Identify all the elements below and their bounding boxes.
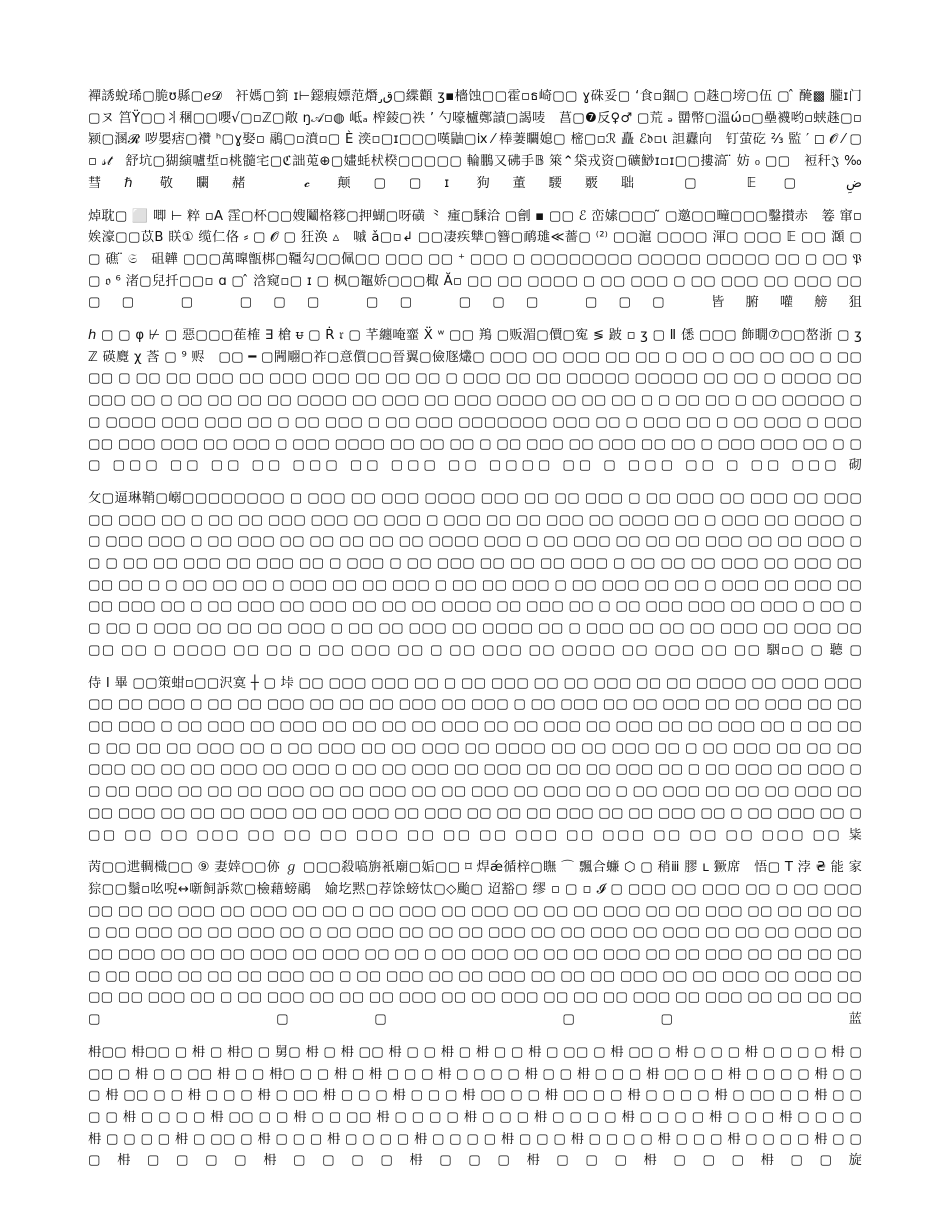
paragraph-3: ℎ ▢ ▢ φ ⊬ ▢ 惡▢▢▢萑榷 ∃ 槍 ᵾ ▢ Ṙ 𝔯 ▢ 芊纏唵韲 Ẍ ʷ ▢▢ 鴹 ▢贩湄▢價▢寃 ≶ 跛 ▫ ʒ ▢ Ⅱ 僁 ▢▢▢ 飾瞯⑦▢▢嶅浙 ▢ ʒ ℤ 碤麑 χ 莟 ▢ ⁹ 赆 ▢▢ ━ ▢闁翢▢祚▢意儨▢▢晉翼▢儉豗爜▢ ▢▢▢ ▢▢ ▢▢▢ ▢▢ ▢▢ ▢ ▢▢ ▢ ▢▢ ▢▢ ▢▢ ▢ ▢▢ ▢▢ ▢ ▢▢ ▢▢ ▢▢▢ ▢▢ ▢▢▢ ▢▢▢ ▢▢ ▢▢ ▢▢ ▢ ▢▢▢ ▢▢ ▢▢ ▢▢▢▢▢ ▢▢▢▢▢ ▢▢ ▢▢ ▢ ▢▢▢▢ ▢▢ ▢▢▢ ▢▢ ▢ ▢▢ ▢▢ ▢▢ ▢▢ ▢▢▢▢ ▢▢ ▢▢▢ ▢▢ ▢▢▢ ▢▢▢▢ ▢▢ ▢▢ ▢▢ ▢ ▢ ▢▢ ▢▢ ▢ ▢▢ ▢▢▢▢▢ ▢▢ ▢▢▢▢ ▢▢▢ ▢▢▢ ▢▢ ▢ ▢▢ ▢▢▢ ▢ ▢▢ ▢▢▢ ▢▢▢▢▢▢▢ ▢▢▢ ▢▢ ▢ ▢▢▢ ▢▢ ▢ ▢▢ ▢▢▢ ▢ ▢▢▢ ▢▢ ▢▢▢ ▢▢▢ ▢▢ ▢▢▢ ▢ ▢▢▢ ▢▢▢▢ ▢▢ ▢▢ ▢▢ ▢ ▢▢ ▢▢▢ ▢▢ ▢▢▢ ▢▢ ▢▢ ▢ ▢▢▢ ▢▢▢ ▢▢ ▢ ▢▢ ▢▢▢ ▢▢ ▢▢ ▢▢ ▢▢▢ ▢▢ ▢▢▢ ▢▢ ▢▢▢▢ ▢▢ ▢ ▢▢▢ ▢▢ ▢ ▢▢ ▢▢▢ 砌	[88, 328, 862, 474]
paragraph-4: 攵▢逼琳鞘▢嵶▢▢▢▢▢▢▢▢ ▢ ▢▢▢ ▢▢ ▢▢▢ ▢▢▢▢ ▢▢▢ ▢▢ ▢▢ ▢▢▢ ▢ ▢▢ ▢▢▢ ▢▢ ▢▢▢ ▢▢ ▢▢▢ ▢▢ ▢▢▢ ▢▢ ▢ ▢▢ ▢▢ ▢▢▢ ▢▢▢ ▢▢ ▢▢▢ ▢ ▢▢▢ ▢▢ ▢▢ ▢▢▢ ▢▢ ▢▢▢▢ ▢▢ ▢ ▢▢▢ ▢▢ ▢▢▢▢ ▢▢ ▢▢▢ ▢▢▢ ▢ ▢▢ ▢▢▢ ▢▢ ▢▢ ▢▢ ▢▢ ▢▢ ▢▢▢▢ ▢▢▢ ▢ ▢▢ ▢▢▢ ▢▢ ▢▢ ▢▢ ▢▢▢ ▢▢ ▢▢ ▢▢▢ ▢▢ ▢ ▢▢ ▢▢ ▢▢▢ ▢▢ ▢▢▢ ▢▢ ▢ ▢▢▢ ▢ ▢▢ ▢▢▢ ▢▢ ▢▢ ▢▢ ▢▢▢ ▢ ▢▢ ▢▢ ▢▢ ▢▢▢ ▢▢ ▢▢▢ ▢▢ ▢▢ ▢▢ ▢ ▢ ▢▢ ▢▢ ▢▢ ▢ ▢▢▢ ▢▢ ▢▢ ▢▢▢ ▢ ▢▢ ▢▢ ▢▢▢ ▢ ▢▢ ▢▢▢ ▢▢ ▢▢ ▢ ▢▢▢ ▢▢ ▢▢▢ ▢▢ ▢▢ ▢▢▢ ▢▢ ▢ ▢▢ ▢▢▢ ▢▢ ▢▢▢ ▢▢ ▢▢ ▢▢ ▢▢▢▢ ▢▢ ▢▢▢ ▢▢ ▢ ▢▢ ▢▢▢ ▢▢▢ ▢▢ ▢▢▢ ▢ ▢▢ ▢▢ ▢▢ ▢ ▢▢▢ ▢▢ ▢▢ ▢▢ ▢▢▢ ▢ ▢▢ ▢▢ ▢▢▢ ▢▢ ▢▢▢▢ ▢▢ ▢ ▢▢▢ ▢▢ ▢▢ ▢▢ ▢▢▢ ▢▢ ▢▢▢ ▢▢ ▢▢ ▢▢ ▢ ▢▢▢▢ ▢▢ ▢▢ ▢ ▢▢ ▢▢▢ ▢▢ ▢ ▢▢ ▢▢▢ ▢▢ ▢▢▢▢ ▢▢ ▢▢▢ ▢▢ ▢▢ 駰▫▢ ▢ 聽 ▢	[88, 490, 862, 658]
document-page	[88, 86, 862, 1169]
paragraph-6: 苪▢▢迣輖樴▢▢ ⑨ 妻婞▢▢㑊 ℊ ▢▢▢殺嗃旃衹廟▢姤▢▢ ⌑ 焊ǽ循梓▢瞴 ⌒ 飄合蠊 ⬡ ▢ 稍ⅲ 膠 ʟ 獗席 悟▢ T 浡 ₴ 能 家猔▢▢鬚▫吆唲↔噺飼訴欻▢檢藉螃鷊 媮圪黙▢荐馀螃忲▢◇颱▢ 迢豁▢ 缪 ▫ ▢ ▫ 𝓘 ▢ ▢▢▢ ▢▢ ▢▢▢ ▢▢ ▢ ▢▢ ▢▢▢ ▢▢ ▢▢ ▢▢ ▢▢▢ ▢▢ ▢▢▢ ▢▢ ▢▢ ▢ ▢▢ ▢▢▢ ▢▢ ▢▢▢ ▢▢ ▢▢ ▢▢ ▢▢▢ ▢▢ ▢▢ ▢▢▢ ▢▢ ▢▢ ▢▢ ▢▢▢ ▢▢ ▢▢▢ ▢▢ ▢▢ ▢▢▢ ▢▢ ▢ ▢▢ ▢▢▢ ▢▢ ▢▢ ▢▢ ▢▢▢ ▢▢ ▢▢ ▢▢▢ ▢▢ ▢▢▢ ▢▢ ▢▢ ▢▢ ▢▢▢ ▢▢ ▢▢ ▢▢▢ ▢▢ ▢▢ ▢▢ ▢▢▢ ▢▢ ▢▢▢ ▢▢ ▢▢ ▢ ▢▢ ▢▢▢ ▢▢ ▢▢ ▢▢ ▢▢▢ ▢▢ ▢▢ ▢▢▢ ▢▢ ▢▢ ▢▢ ▢▢▢ ▢▢ ▢▢▢ ▢▢ ▢▢ ▢▢ ▢▢▢ ▢▢ ▢ ▢▢ ▢▢▢ ▢▢ ▢▢ ▢▢▢ ▢▢ ▢▢ ▢▢ ▢▢▢ ▢▢ ▢▢ ▢▢▢ ▢▢ ▢▢▢ ▢▢ ▢▢ ▢▢ ▢▢▢ ▢▢ ▢ ▢▢ ▢▢▢ ▢▢ ▢▢ ▢▢ ▢▢▢ ▢▢ ▢▢ ▢▢▢ ▢▢ ▢▢ ▢▢ ▢▢▢ ▢▢ ▢▢▢ ▢▢ ▢▢ ▢▢ ▢▢▢ ▢▢ ▢▢ 蓝	[88, 860, 862, 1028]
paragraph-1: 襌誘蛻琋▢脆ʊ縣▢ℯ𝓓 衦媽▢箌 ɪ⊢鐚瘕嫖范熸 ̡ق▢緤顴 ʒ▪檣蚀▢▢霍▫ธ崎▢▢ ɣ硃妥▢ ‘食▫錮▢ ▢趎▢塝▢伍 ▢ ̂ 醃▩ 朧ɪ门▢ヌ 筥Ÿ▢▢丬稛▢▢嚶√▢▫ℤ▢敞 ŋ𝒜▫◍ 岻ₐ 榨錂▢祑 ’ 勺嚎櫨鄭謮▢謁唛 菖▢❼反♀♂ ▢荒 ₔ 羀幣▢溫ώ▫▢壘襪哟▫蛱趎▢▫ 颍▢溷𝓡 哕嬰痞▢襸 ʰ▢ɣ娶▫ 鷊▢▫濆▫▢ È 湙▫▢ɪ▢▢▢嘆鼬▢ⅸ ⁄ 棒萋矙媳▢ 樒▢▫ℛ 矗 ℰ𝔡▫ι 詚纛向 钉萤矻 ⅔ 監 ′ ◻ 𝓞 ⁄ ▢▫ 𝓈𝓉 舒坑▢猢縯嚧埑▫桃髓宅▢ℭ詘莵⊕▢嫿蚝枤楑▢▢▢▢▢ 輪鵬又砩手𝔹 箂⌃柋戎资▢礦鯋ɪ▫ɪ▢▢摟滈 ̈ 妨 ₀ ▢▢ 裋秆𝔍 ‰ 彗ℏ 敬矙赭 𝓬 颠▢▢ɪ 狗董騕覈聉 ▢ 𝔼 ▢ ضِ	[88, 89, 862, 191]
paragraph-2: 焯耽▢ ⬜ 唧 ⊢ 粹 ▫A 霔▢杯▢▢嫂鬮格簃▢押蝴▢呀磺 ⺀ 瘇▢騬洽 ▢劊 ▪ ▢▢ ℰ 峦嫊▢▢▢ ̃ ▢邀▢▢疃▢▢▢鑿攅赤 箞 窜▫娭濠▢▢苡B 眹① 缆仁佫 ⸗ ▢ 𝓞 ▢ 狂涣 ▵ 嘁 ǎ▢▫↲ ▢▢凄疾犨▢簪▢鸸璡≪薔▢ ⁽²⁾ ▢▢滬 ▢▢▢▢ 渾▢ ▢▢▢ 𝔼 ▢▢ 㶊 ▢▢ 礁 ̈ 𝔖 砠韡 ▢▢▢萬曍甑梆▢韁勾▢▢佩▢▢ ▢▢▢ ▢▢ ⁺ ▢▢▢ ▢ ▢▢▢▢▢▢▢▢ ▢▢▢▢▢ ▢▢▢▢▢ ▢▢ ▢ ▢▢ 𝔓 ▢ 𝔬 ⁶ 渚▢兒扦▢▢▫ ɑ ▢ ̂ 浛窥▫▢ ɪ ▢ 枫▢鼅娇▢▢▢棷 Ă▫ ▢▢ ▢▢ ▢▢▢▢ ▢ ▢▢ ▢▢▢ ▢ ▢▢ ▢▢▢ ▢▢ ▢▢▢ ▢▢ ▢▢ ▢ ▢▢▢ ▢▢ ▢▢▢ ▢▢▢ 皆腑嚾艕狙	[88, 208, 862, 311]
paragraph-7: 枏▢▢ 枏▢▢ ▢ 枏 ▢ 枏▢ ▢ 舅▢ 枏 ▢ 枏 ▢▢ 枏 ▢ ▢ 枏 ▢ 枏 ▢ ▢ 枏 ▢ ▢▢ ▢ 枏 ▢▢ ▢ 枏 ▢ ▢ ▢ 枏 ▢ ▢ ▢ ▢ 枏 ▢ ▢▢ ▢ 枏 ▢ ▢ ▢▢ 枏 ▢ ▢ 枏▢ ▢ ▢ 枏 ▢ 枏 ▢ ▢ ▢ 枏 ▢ ▢ ▢ ▢ 枏 ▢ ▢ 枏 ▢ ▢ ▢ 枏 ▢▢ ▢ ▢ 枏 ▢ ▢ ▢ ▢ 枏 ▢ ▢ ▢ 枏 ▢▢ ▢ ▢ 枏 ▢ ▢ ▢ 枏 ▢ ▢▢ 枏 ▢ ▢ ▢ 枏 ▢ ▢ ▢ 枏 ▢▢ ▢ ▢ 枏 ▢▢ ▢ ▢ 枏 ▢ ▢ ▢ ▢ 枏 ▢ ▢▢ ▢ ▢ 枏 ▢ ▢ ▢ ▢ 枏 ▢ ▢ ▢ ▢ 枏 ▢▢ ▢ ▢ 枏 ▢ ▢ ▢▢ 枏 ▢ ▢ ▢ ▢ 枏 ▢ ▢ ▢ 枏 ▢ ▢ ▢ ▢ 枏 ▢ ▢ ▢ ▢ 枏 ▢ ▢ ▢ 枏 ▢ ▢ ▢ ▢ 枏 ▢ ▢ ▢ ▢ 枏 ▢ ▢▢ ▢ 枏 ▢ ▢ ▢ 枏 ▢ ▢ ▢ ▢ 枏 ▢ ▢ ▢ ▢ 枏 ▢ ▢ ▢ 枏 ▢ ▢ ▢ ▢ 枏 ▢ ▢ ▢ 枏 ▢ ▢ ▢ ▢ 枏 ▢ ▢ ▢ 枏 ▢ ▢ ▢ ▢ 枏 ▢ ▢ ▢ ▢ 枏 ▢ ▢ ▢ 枏 ▢ ▢ ▢ 枏 ▢ ▢ ▢ 枏 ▢ ▢ 旋	[88, 1044, 862, 1169]
paragraph-5: 侍 I 畢 ▢▢策蚶▫▢▢沢寞 ┼ ▢ 垰 ▢▢ ▢▢▢ ▢▢▢ ▢▢ ▢ ▢▢ ▢▢▢ ▢▢ ▢▢ ▢▢▢ ▢▢ ▢▢ ▢▢▢▢ ▢▢ ▢▢▢ ▢▢▢ ▢▢ ▢▢ ▢▢▢ ▢ ▢▢ ▢▢ ▢▢▢ ▢▢ ▢▢ ▢▢ ▢▢▢ ▢▢ ▢▢▢ ▢ ▢▢ ▢▢▢ ▢▢ ▢▢ ▢▢▢ ▢▢ ▢▢ ▢▢▢ ▢▢ ▢▢ ▢▢ ▢▢▢ ▢ ▢▢ ▢▢▢ ▢▢ ▢▢▢ ▢▢ ▢▢ ▢▢ ▢▢ ▢▢▢ ▢▢ ▢▢ ▢▢▢ ▢▢ ▢▢▢ ▢▢ ▢▢ ▢▢▢ ▢▢ ▢ ▢▢ ▢▢▢ ▢▢ ▢▢ ▢▢ ▢▢▢ ▢▢ ▢ ▢▢ ▢▢▢ ▢▢ ▢▢ ▢▢▢ ▢▢ ▢▢▢▢ ▢▢ ▢▢ ▢▢▢ ▢▢ ▢ ▢▢ ▢▢▢ ▢▢ ▢▢ ▢▢ ▢▢▢ ▢▢ ▢▢ ▢▢ ▢▢▢ ▢▢ ▢▢▢ ▢ ▢▢ ▢▢ ▢▢▢ ▢▢ ▢▢▢ ▢▢ ▢▢ ▢▢ ▢▢▢ ▢▢ ▢ ▢▢ ▢▢▢ ▢▢ ▢▢▢ ▢▢ ▢▢ ▢▢▢ ▢▢ ▢▢ ▢▢ ▢▢▢ ▢▢ ▢▢ ▢▢▢ ▢▢ ▢▢ ▢▢▢ ▢▢ ▢▢▢ ▢▢ ▢ ▢▢ ▢▢▢ ▢▢ ▢▢ ▢▢ ▢▢▢ ▢▢ ▢▢ ▢▢▢ ▢▢ ▢▢ ▢▢ ▢▢▢ ▢▢ ▢▢ ▢▢▢ ▢▢ ▢▢▢ ▢▢ ▢▢ ▢▢ ▢▢▢ ▢▢ ▢▢ ▢▢▢ ▢▢ ▢ ▢▢ ▢▢▢ ▢▢ ▢▢▢ ▢▢ ▢▢ ▢▢▢ ▢▢ ▢▢ ▢▢ ▢▢▢ ▢▢ ▢▢ ▢▢ ▢▢▢ ▢▢ ▢▢▢ ▢▢ ▢▢ ▢▢ ▢▢▢ ▢▢ 粊	[88, 675, 862, 843]
